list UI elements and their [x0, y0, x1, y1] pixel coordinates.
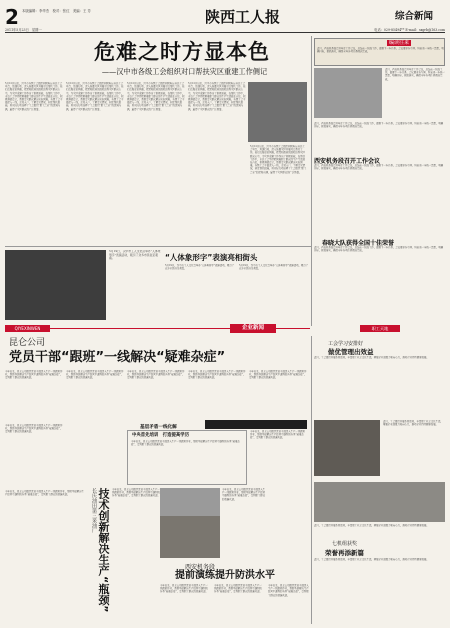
right-story1-body: 近日，西安机务段召开年度工作会议，总结前一阶段工作，部署下一步任务。会议要求各车间、科室进一步统一思想，明确目标，狠抓落实，确保全年各项任务圆满完成。	[314, 164, 444, 171]
lower-left-col2: 今年以来，昆仑公司组织党员干部深入生产一线跟班作业，帮助基层解决生产经营中遇到的各类“疑难杂症”，受到职工群众的普遍欢迎。	[66, 370, 124, 380]
right-story1-headline: 西安机务段召开工作会议	[314, 158, 381, 165]
right-top-text: 近日，西安机务段召开年度工作会议，总结前一阶段工作，部署下一步任务。会议要求各车间、科室进一步统一思想，明确目标，狠抓落实，确保全年各项任务圆满完成。	[385, 68, 445, 81]
masthead	[5, 6, 445, 34]
lower-middle-headline: 提前演练提升防洪水平	[175, 570, 275, 581]
right-story2-body: 近日，西安机务段召开年度工作会议，总结前一阶段工作，部署下一步任务。会议要求各车间、科室进一步统一思想，明确目标，狠抓落实，确保全年各项任务圆满完成。	[314, 246, 444, 253]
lower-headline: 党员干部“跟班”一线解决“疑难杂症”	[9, 350, 226, 365]
band-center-label: 企业新闻	[230, 324, 276, 333]
vertical-story-kicker: 长庆油田第三采油厂	[91, 488, 97, 533]
lower-subhead1: 基层矛盾一线化解	[140, 425, 177, 430]
masthead-rule	[5, 32, 445, 33]
paper-name: 陕西工人报	[205, 8, 281, 26]
lower-mid-col: 今年以来，昆仑公司组织党员干部深入生产一线跟班作业，帮助基层解决生产经营中遇到的各类“疑难杂症”，受到职工群众的普遍欢迎。	[250, 430, 305, 440]
lower-middle-col1: 今年以来，昆仑公司组织党员干部深入生产一线跟班作业，帮助基层解决生产经营中遇到的各类“疑难杂症”，受到职工群众的普遍欢迎。	[160, 584, 208, 594]
lead-body-col2: 5月12日以来，汉中市各级工会组织积极响应省总工会号召，迅速行动，深入地震灾区开展对口帮扶工作。他们克服重重困难，把党和政府的温暖送到灾区群众心中，为灾区重建工作作出了积极贡献。在帮扶工作中，市总工会坚持把困难职工群众的生产生活放在首位，积极筹措资金，帮助受灾群众解决实际困难。各级工会干部深入一线，走村入户，了解受灾情况，制定帮扶措施，用实际行动诠释了工会组织“职工之家”的深刻内涵，赢得了灾区群众的广泛赞誉。	[66, 82, 124, 111]
lead-body-col4: 5月12日以来，汉中市各级工会组织积极响应省总工会号召，迅速行动，深入地震灾区开展对口帮扶工作。他们克服重重困难，把党和政府的温暖送到灾区群众心中，为灾区重建工作作出了积极贡献。在帮扶工作中，市总工会坚持把困难职工群众的生产生活放在首位，积极筹措资金，帮助受灾群众解决实际困难。各级工会干部深入一线，走村入户，了解受灾情况，制定帮扶措施，用实际行动诠释了工会组织“职工之家”的深刻内涵，赢得了灾区群众的广泛赞誉。	[188, 82, 246, 111]
lead-headline: 危难之时方显本色	[94, 40, 270, 64]
right-box-text: 近日，西安机务段召开年度工作会议，总结前一阶段工作，部署下一步任务。会议要求各车间、科室进一步统一思想，明确目标，狠抓落实，确保全年各项任务圆满完成。	[317, 47, 444, 54]
right-column-divider	[311, 36, 312, 326]
lower-right-headline2: 做优管理出效益	[328, 348, 374, 356]
edition-line: 本版编辑：李华杰 校对：张红 美编：王 芳	[22, 9, 91, 13]
lower-middle-kicker: 西安机务段	[185, 564, 216, 571]
lead-body-col6: 5月12日以来，汉中市各级工会组织积极响应省总工会号召，迅速行动，深入地震灾区开展对口帮扶工作。他们克服重重困难，把党和政府的温暖送到灾区群众心中，为灾区重建工作作出了积极贡献。在帮扶工作中，市总工会坚持把困难职工群众的生产生活放在首位，积极筹措资金，帮助受灾群众解决实际困难。各级工会干部深入一线，走村入户，了解受灾情况，制定帮扶措施，用实际行动诠释了工会组织“职工之家”的深刻内涵，赢得了灾区群众的广泛赞誉。	[250, 145, 307, 174]
workshop-photo	[160, 488, 220, 516]
right-story2-headline: 春晓大队获得全国十佳荣誉	[322, 240, 395, 247]
date-line: 2011年5月23日 星期一	[5, 28, 42, 32]
workshop-caption: 今年以来，昆仑公司组织党员干部深入生产一线跟班作业，帮助基层解决生产经营中遇到的各类“疑难杂症”，受到职工群众的普遍欢迎。	[222, 488, 266, 501]
section-label: 综合新闻	[395, 11, 434, 22]
lower-left-col3: 今年以来，昆仑公司组织党员干部深入生产一线跟班作业，帮助基层解决生产经营中遇到的各类“疑难杂症”，受到职工群众的普遍欢迎。	[127, 370, 185, 380]
dark-banner	[205, 420, 307, 429]
feature-body-2: 5月19日，汉中市工人文化宫举办“人体象形字”表演活动，吸引了众多市民驻足观看。	[239, 264, 309, 271]
lower-right-photo	[314, 420, 380, 476]
lead-body-col3: 5月12日以来，汉中市各级工会组织积极响应省总工会号召，迅速行动，深入地震灾区开展对口帮扶工作。他们克服重重困难，把党和政府的温暖送到灾区群众心中，为灾区重建工作作出了积极贡献。在帮扶工作中，市总工会坚持把困难职工群众的生产生活放在首位，积极筹措资金，帮助受灾群众解决实际困难。各级工会干部深入一线，走村入户，了解受灾情况，制定帮扶措施，用实际行动诠释了工会组织“职工之家”的深刻内涵，赢得了灾区群众的广泛赞誉。	[127, 82, 185, 111]
middle-inset-body: 今年以来，昆仑公司组织党员干部深入生产一线跟班作业，帮助基层解决生产经营中遇到的各类“疑难杂症”，受到职工群众的普遍欢迎。	[131, 440, 240, 447]
lower-middle-col2: 今年以来，昆仑公司组织党员干部深入生产一线跟班作业，帮助基层解决生产经营中遇到的各类“疑难杂症”，受到职工群众的普遍欢迎。	[214, 584, 262, 594]
band-left-label: QIYEXINWEN	[5, 325, 50, 332]
middle-rule	[5, 246, 311, 247]
feature-body-1: 5月19日，汉中市工人文化宫举办“人体象形字”表演活动，吸引了众多市民驻足观看。	[165, 264, 235, 271]
lower-kicker: 昆仑公司	[9, 338, 46, 348]
lower-right-caption-2: 近日，工会组织开展系列活动，丰富职工业余文化生活，增强企业凝聚力和向心力，推动企业持续健康发展。	[314, 524, 429, 527]
lower-right-body1: 近日，工会组织开展系列活动，丰富职工业余文化生活，增强企业凝聚力和向心力，推动企业持续健康发展。	[314, 356, 429, 359]
feature-photo-left	[5, 250, 106, 320]
lead-photo	[248, 82, 307, 142]
lower-right-headline3: 七机组获奖	[332, 541, 358, 547]
page-number: 2	[5, 5, 19, 29]
lower-left-col5: 今年以来，昆仑公司组织党员干部深入生产一线跟班作业，帮助基层解决生产经营中遇到的各类“疑难杂症”，受到职工群众的普遍欢迎。	[249, 370, 307, 380]
right-text-2: 近日，西安机务段召开年度工作会议，总结前一阶段工作，部署下一步任务。会议要求各车间、科室进一步统一思想，明确目标，狠抓落实，确保全年各项任务圆满完成。	[314, 122, 444, 129]
vertical-story-headline: 技术创新解决生产“瓶颈”	[97, 488, 110, 613]
right-box	[314, 38, 445, 66]
vertical-story-body-1: 今年以来，昆仑公司组织党员干部深入生产一线跟班作业，帮助基层解决生产经营中遇到的各类“疑难杂症”，受到职工群众的普遍欢迎。	[5, 490, 84, 497]
vertical-story-body-2: 今年以来，昆仑公司组织党员干部深入生产一线跟班作业，帮助基层解决生产经营中遇到的各类“疑难杂症”，受到职工群众的普遍欢迎。	[112, 488, 160, 498]
feature-caption: 5月19日，汉中市工人文化宫举办“人体象形字”表演活动，吸引了众多市民驻足观看。	[109, 250, 161, 261]
lower-right-divider	[311, 336, 312, 624]
lower-left-col1b: 今年以来，昆仑公司组织党员干部深入生产一线跟班作业，帮助基层解决生产经营中遇到的各类“疑难杂症”，受到职工群众的普遍欢迎。	[5, 424, 63, 434]
middle-inset	[127, 430, 247, 485]
lower-left-col1: 今年以来，昆仑公司组织党员干部深入生产一线跟班作业，帮助基层解决生产经营中遇到的各类“疑难杂症”，受到职工群众的普遍欢迎。	[5, 370, 63, 380]
middle-inset-title: 中央首先培训 打造提高学历	[132, 433, 190, 438]
contact-line: 电话：029-85494** E-mail：sxgrb@163.com	[374, 28, 445, 32]
workshop-photo-2	[160, 516, 220, 558]
lower-middle-col3: 今年以来，昆仑公司组织党员干部深入生产一线跟班作业，帮助基层解决生产经营中遇到的各类“疑难杂症”，受到职工群众的普遍欢迎。	[268, 584, 309, 597]
lower-right-caption: 近日，工会组织开展系列活动，丰富职工业余文化生活，增强企业凝聚力和向心力，推动企业持续健康发展。	[383, 420, 443, 427]
lower-right-body2: 近日，工会组织开展系列活动，丰富职工业余文化生活，增强企业凝聚力和向心力，推动企业持续健康发展。	[314, 558, 429, 561]
lead-subheadline: ——汉中市各级工会组织对口帮扶灾区重建工作侧记	[101, 67, 268, 76]
band-right-label: 职工天地	[360, 325, 400, 332]
enterprise-band	[5, 324, 445, 333]
lower-right-headline4: 荣誉再添新篇	[325, 549, 364, 557]
lower-right-headline1: 工会学习安排好	[328, 341, 364, 347]
lower-right-photo-2	[314, 482, 445, 522]
right-box-title: 编读往来	[388, 40, 409, 46]
lead-body-col1: 5月12日以来，汉中市各级工会组织积极响应省总工会号召，迅速行动，深入地震灾区开展对口帮扶工作。他们克服重重困难，把党和政府的温暖送到灾区群众心中，为灾区重建工作作出了积极贡献。在帮扶工作中，市总工会坚持把困难职工群众的生产生活放在首位，积极筹措资金，帮助受灾群众解决实际困难。各级工会干部深入一线，走村入户，了解受灾情况，制定帮扶措施，用实际行动诠释了工会组织“职工之家”的深刻内涵，赢得了灾区群众的广泛赞誉。	[5, 82, 63, 111]
right-top-photo	[314, 68, 382, 118]
lower-left-col4: 今年以来，昆仑公司组织党员干部深入生产一线跟班作业，帮助基层解决生产经营中遇到的各类“疑难杂症”，受到职工群众的普遍欢迎。	[188, 370, 246, 380]
feature-headline: “人体象形字”表演亮相街头	[165, 253, 258, 262]
